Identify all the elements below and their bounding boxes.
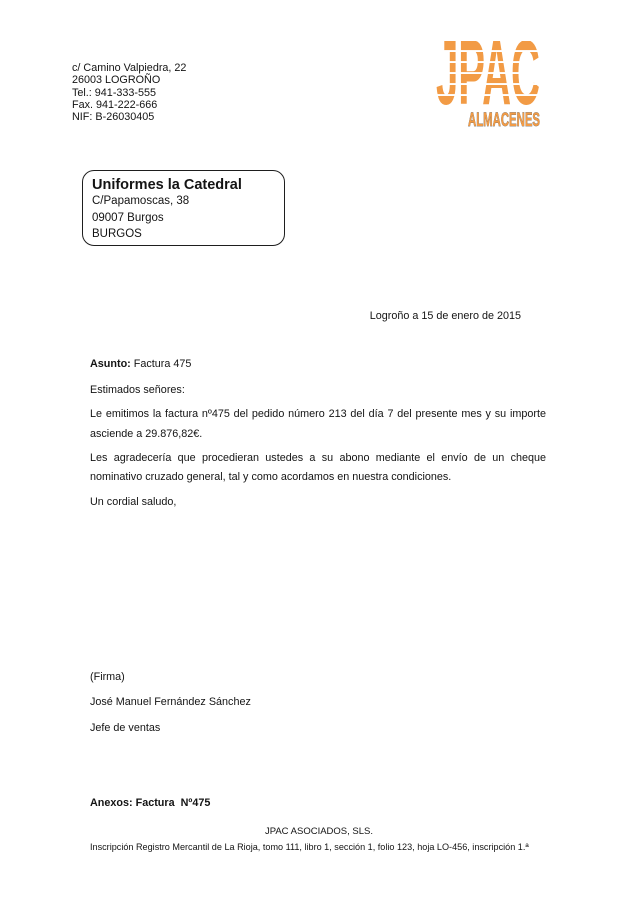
recipient-city: 09007 Burgos xyxy=(92,211,164,224)
closing: Un cordial saludo, xyxy=(90,495,177,508)
recipient-address-box xyxy=(82,170,285,246)
sender-address xyxy=(72,62,186,123)
recipient-street: C/Papamoscas, 38 xyxy=(92,195,190,208)
paragraph-line: nominativo cruzado general, tal y como acordamos en nuestra condiciones. xyxy=(90,470,452,483)
signer-title: Jefe de ventas xyxy=(90,721,161,734)
sender-tax-id: NIF: B-26030405 xyxy=(72,111,155,124)
logo-subtitle: ALMACENES xyxy=(468,110,540,131)
footer-company: JPAC ASOCIADOS, SLS. xyxy=(264,826,374,837)
sender-address-line: 26003 LOGROÑO xyxy=(72,74,161,87)
sender-address-line: c/ Camino Valpiedra, 22 xyxy=(72,62,187,74)
recipient-province: BURGOS xyxy=(92,227,142,240)
logo-wordmark: JPAC xyxy=(436,22,540,124)
company-logo xyxy=(430,22,546,132)
sender-fax: Fax. 941-222-666 xyxy=(72,98,158,111)
greeting: Estimados señores: xyxy=(90,383,185,396)
recipient-name: Uniformes la Catedral xyxy=(92,177,242,193)
paragraph-line: Les agradecería que procedieran ustedes a su abono mediante el envío de un cheque xyxy=(90,451,546,464)
subject-value: Factura 475 xyxy=(133,357,192,370)
paragraph-line: asciende a 29.876,82€. xyxy=(90,427,203,440)
annex-line: Anexos: Factura Nº475 xyxy=(90,796,211,809)
signer-name: José Manuel Fernández Sánchez xyxy=(90,695,251,708)
sender-phone: Tel.: 941-333-555 xyxy=(72,86,157,99)
footer-registry: Inscripción Registro Mercantil de La Rioja, tomo 111, libro 1, sección 1, folio 123, hoja LO-456, inscripción 1.ª xyxy=(90,841,529,852)
letter-date: Logroño a 15 de enero de 2015 xyxy=(369,309,521,322)
signature-placeholder: (Firma) xyxy=(90,670,125,683)
subject-line xyxy=(90,358,191,371)
subject-label: Asunto: xyxy=(90,357,131,370)
paragraph-line: Le emitimos la factura nº475 del pedido número 213 del día 7 del presente mes y su importe xyxy=(90,407,546,420)
